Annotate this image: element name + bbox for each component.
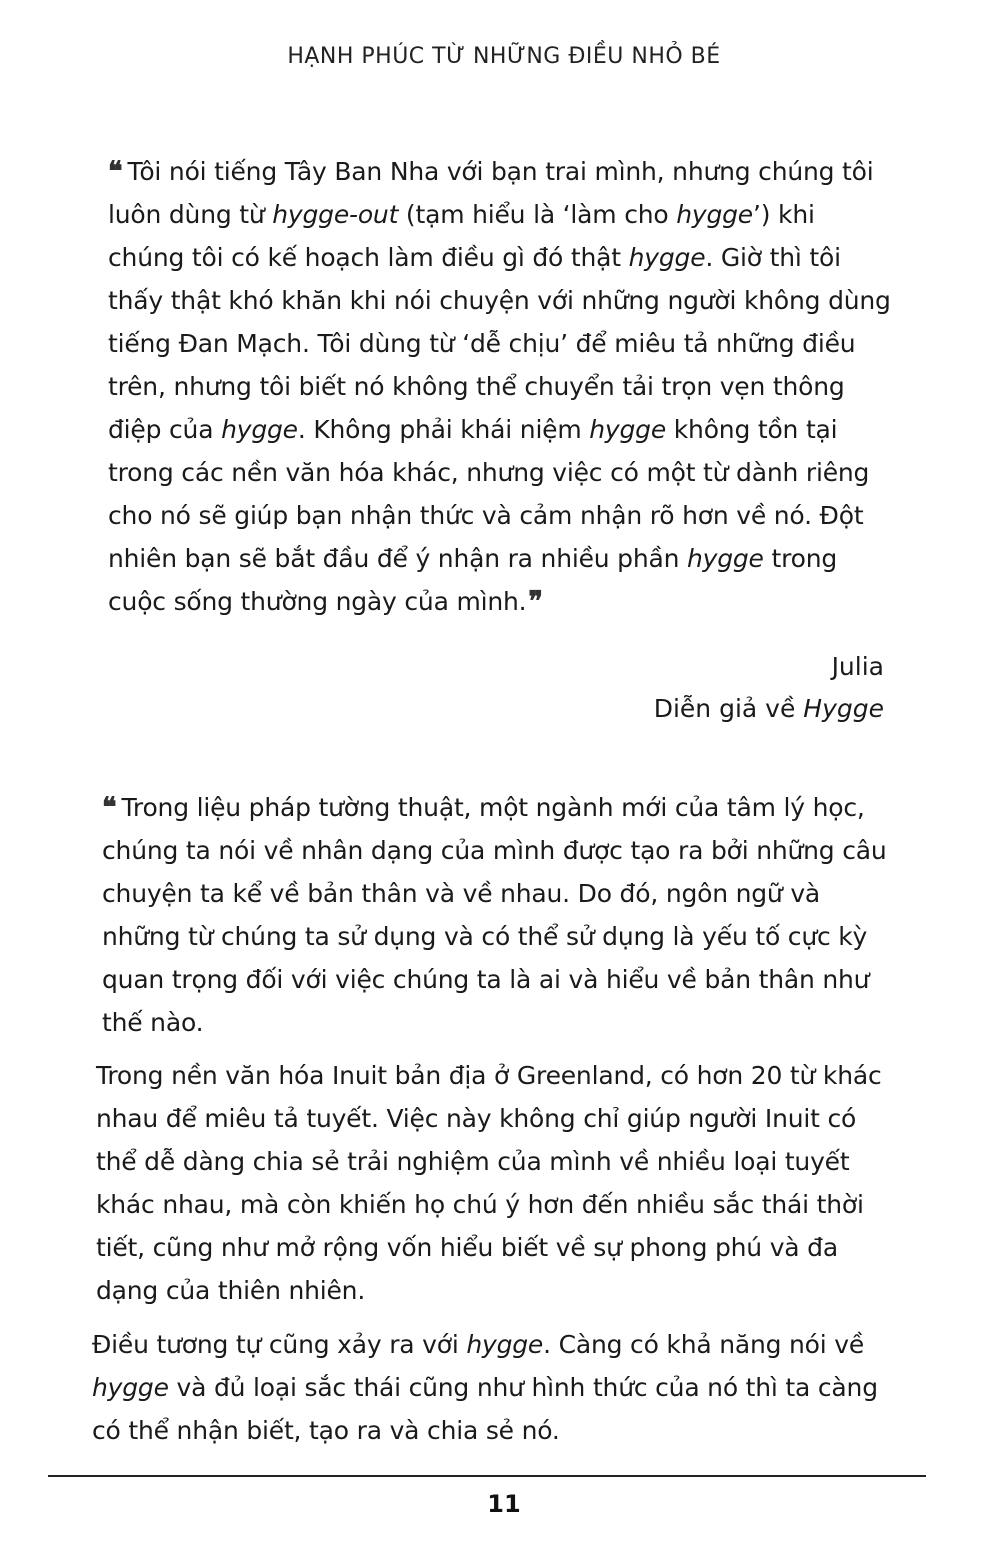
body-paragraph-inuit	[96, 1054, 892, 1312]
attribution-role-italic: Hygge	[803, 694, 884, 723]
quote-italic-term: hygge-out	[272, 200, 399, 229]
quote-italic-term: hygge	[676, 200, 753, 229]
quote-text-part: . Giờ thì tôi thấy thật khó khăn khi nói chuyện với những người không dùng tiếng Đan Mạch. Tôi dùng từ ‘dễ chịu’ để miêu tả những điều trên, nhưng tôi biết nó không thể chuyển tải trọn vẹn thông điệp của	[108, 243, 891, 444]
open-quote-icon: ❝	[102, 792, 114, 823]
page-number: 11	[487, 1490, 521, 1518]
quote-text-part: (tạm hiểu là ‘làm cho	[398, 200, 677, 229]
quote-text: Trong liệu pháp tường thuật, một ngành mới của tâm lý học, chúng ta nói về nhân dạng của mình được tạo ra bởi những câu chuyện ta kể về bản thân và về nhau. Do đó, ngôn ngữ và những từ chúng ta sử dụng và có thể sử dụng là yếu tố cực kỳ quan trọng đối với việc chúng ta là ai và hiểu về bản thân như thế nào.	[102, 793, 887, 1037]
running-head: HẠNH PHÚC TỪ NHỮNG ĐIỀU NHỎ BÉ	[287, 44, 721, 69]
attribution-role-text: Diễn giả về	[653, 694, 804, 723]
close-quote-icon: ❞	[528, 586, 540, 617]
quote-block-narrative-therapy	[102, 786, 894, 1044]
quote-text-part: . Không phải khái niệm	[297, 415, 590, 444]
quote-paragraph	[102, 786, 894, 1044]
quote-italic-term: hygge	[628, 243, 706, 272]
quote-attribution	[654, 646, 884, 730]
body-paragraph-hygge	[92, 1323, 892, 1452]
paragraph-text: Trong nền văn hóa Inuit bản địa ở Greenland, có hơn 20 từ khác nhau để miêu tả tuyết. Việc này không chỉ giúp người Inuit có thể dễ dàng chia sẻ trải nghiệm của mình về nhiều loại tuyết khác nhau, mà còn khiến họ chú ý hơn đến nhiều sắc thái thời tiết, cũng như mở rộng vốn hiểu biết về sự phong phú và đa dạng của thiên nhiên.	[96, 1061, 882, 1305]
paragraph-italic-term: hygge	[466, 1330, 544, 1359]
quote-text-part: trong cuộc sống thường ngày của mình.	[108, 544, 838, 616]
quote-italic-term: hygge	[589, 415, 667, 444]
quote-text-part: không tồn tại trong các nền văn hóa khác, nhưng việc có một từ dành riêng cho nó sẽ giúp bạn nhận thức và cảm nhận rõ hơn về nó. Đột nhiên bạn sẽ bắt đầu để ý nhận ra nhiều phần	[108, 415, 870, 573]
quote-italic-term: hygge	[221, 415, 298, 444]
quote-paragraph	[108, 150, 894, 623]
quote-text-part: Tôi nói tiếng Tây Ban Nha với bạn trai mình, nhưng chúng tôi luôn dùng từ	[108, 157, 874, 229]
quote-block-julia	[108, 150, 894, 623]
paragraph-text	[92, 1323, 892, 1452]
footer-divider	[48, 1475, 926, 1477]
paragraph-text-part: . Càng có khả năng nói về	[543, 1330, 865, 1359]
attribution-role	[654, 688, 884, 730]
paragraph-text-part: Điều tương tự cũng xảy ra với	[92, 1330, 467, 1359]
attribution-name: Julia	[831, 652, 884, 681]
paragraph-italic-term: hygge	[92, 1373, 169, 1402]
quote-italic-term: hygge	[686, 544, 764, 573]
quote-text-part: ’) khi chúng tôi có kế hoạch làm điều gì đó thật	[108, 200, 815, 272]
open-quote-icon: ❝	[108, 156, 120, 187]
paragraph-text-part: và đủ loại sắc thái cũng như hình thức của nó thì ta càng có thể nhận biết, tạo ra và chia sẻ nó.	[92, 1373, 878, 1445]
